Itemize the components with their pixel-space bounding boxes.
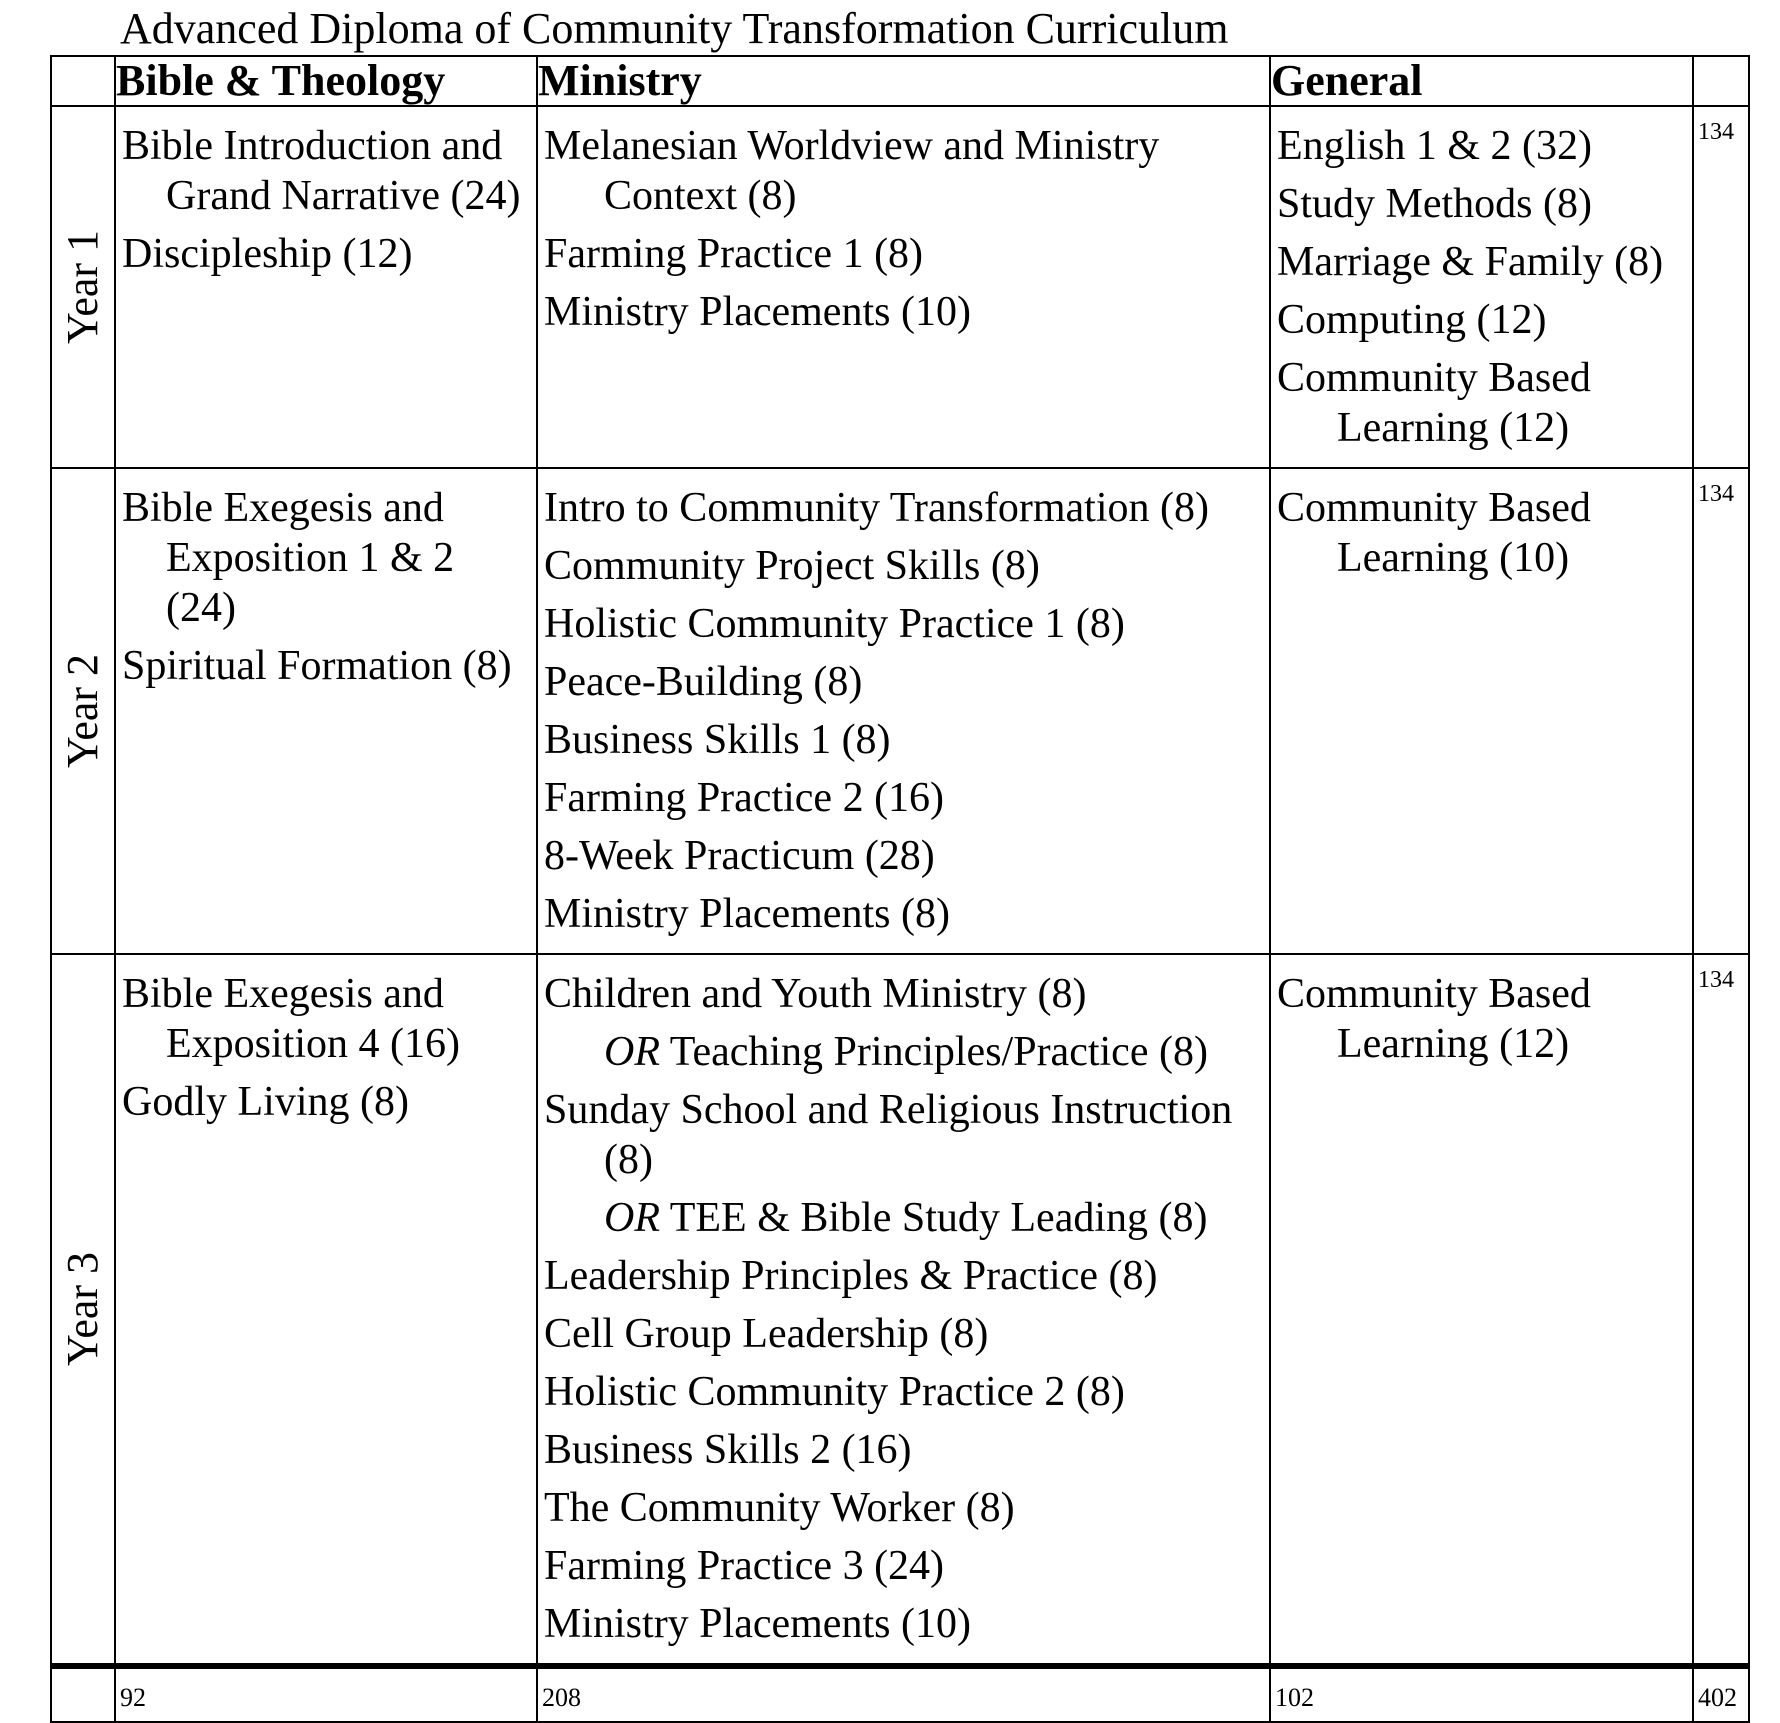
bible-theology-cell [115, 954, 537, 1666]
total-ministry: 208 [537, 1666, 1270, 1722]
course-item: Spiritual Formation (8) [122, 643, 512, 689]
ministry-cell [537, 106, 1270, 468]
year-label-cell [51, 954, 115, 1666]
course-alternative [544, 1027, 1263, 1077]
course-item: Bible Exegesis and Exposition 1 & 2 (24) [122, 485, 455, 631]
course-item: Marriage & Family (8) [1277, 239, 1664, 285]
bible-theology-cell [115, 106, 537, 468]
course-item: Ministry Placements (10) [544, 289, 971, 335]
course-item: Sunday School and Religious Instruction (8) [544, 1087, 1233, 1183]
course-item: Intro to Community Transformation (8) [544, 485, 1209, 531]
ministry-cell [537, 468, 1270, 954]
course-item: Ministry Placements (10) [544, 1601, 971, 1647]
page-title: Advanced Diploma of Community Transformation Curriculum [120, 4, 1229, 53]
row-total-cell [1693, 106, 1749, 468]
course-item: Leadership Principles & Practice (8) [544, 1253, 1158, 1299]
table-row-year-3 [51, 954, 1749, 1666]
course-item: Study Methods (8) [1277, 181, 1592, 227]
bible-theology-cell [115, 468, 537, 954]
course-item: Bible Exegesis and Exposition 4 (16) [122, 971, 460, 1067]
course-item: Farming Practice 3 (24) [544, 1543, 945, 1589]
course-alternative [544, 1193, 1263, 1243]
course-item: Business Skills 1 (8) [544, 717, 891, 763]
course-item: English 1 & 2 (32) [1277, 123, 1592, 169]
general-cell [1270, 468, 1693, 954]
or-label: OR [604, 1029, 660, 1075]
course-item: Holistic Community Practice 1 (8) [544, 601, 1125, 647]
course-item: The Community Worker (8) [544, 1485, 1015, 1531]
course-item: 8-Week Practicum (28) [544, 833, 935, 879]
course-alternative-text: TEE & Bible Study Leading (8) [660, 1195, 1208, 1241]
year-label: Year 3 [58, 1251, 107, 1367]
row-total-cell [1693, 954, 1749, 1666]
header-general: General [1270, 56, 1693, 106]
totals-blank-cell [51, 1666, 115, 1722]
header-blank-left [51, 56, 115, 106]
header-bible-theology: Bible & Theology [115, 56, 537, 106]
or-label: OR [604, 1195, 660, 1241]
row-total: 134 [1698, 967, 1734, 993]
row-total-cell [1693, 468, 1749, 954]
course-item: Melanesian Worldview and Ministry Context (8) [544, 123, 1160, 219]
year-label-cell [51, 106, 115, 468]
totals-row [51, 1666, 1749, 1722]
course-item: Farming Practice 2 (16) [544, 775, 945, 821]
course-item: Bible Introduction and Grand Narrative (24) [122, 123, 521, 219]
course-item: Community Based Learning (12) [1277, 971, 1591, 1067]
course-item: Farming Practice 1 (8) [544, 231, 924, 277]
general-cell [1270, 106, 1693, 468]
row-total: 134 [1698, 481, 1734, 507]
table-row-year-2 [51, 468, 1749, 954]
curriculum-table [50, 55, 1750, 1723]
header-row [51, 56, 1749, 106]
course-item: Business Skills 2 (16) [544, 1427, 912, 1473]
year-label-cell [51, 468, 115, 954]
general-cell [1270, 954, 1693, 1666]
course-item: Children and Youth Ministry (8) [544, 971, 1087, 1017]
course-alternative-text: Teaching Principles/Practice (8) [660, 1029, 1208, 1075]
course-item: Peace-Building (8) [544, 659, 863, 705]
course-item: Holistic Community Practice 2 (8) [544, 1369, 1125, 1415]
total-bible-theology: 92 [115, 1666, 537, 1722]
header-ministry: Ministry [537, 56, 1270, 106]
table-row-year-1 [51, 106, 1749, 468]
year-label: Year 1 [58, 229, 107, 345]
course-item: Discipleship (12) [122, 231, 413, 277]
course-item: Godly Living (8) [122, 1079, 409, 1125]
header-blank-right [1693, 56, 1749, 106]
grand-total: 402 [1693, 1666, 1749, 1722]
ministry-cell [537, 954, 1270, 1666]
course-item: Computing (12) [1277, 297, 1547, 343]
year-label: Year 2 [58, 653, 107, 769]
course-item: Community Based Learning (10) [1277, 485, 1591, 581]
course-item: Community Project Skills (8) [544, 543, 1040, 589]
course-item: Ministry Placements (8) [544, 891, 950, 937]
total-general: 102 [1270, 1666, 1693, 1722]
course-item: Community Based Learning (12) [1277, 355, 1591, 451]
row-total: 134 [1698, 119, 1734, 145]
course-item: Cell Group Leadership (8) [544, 1311, 989, 1357]
